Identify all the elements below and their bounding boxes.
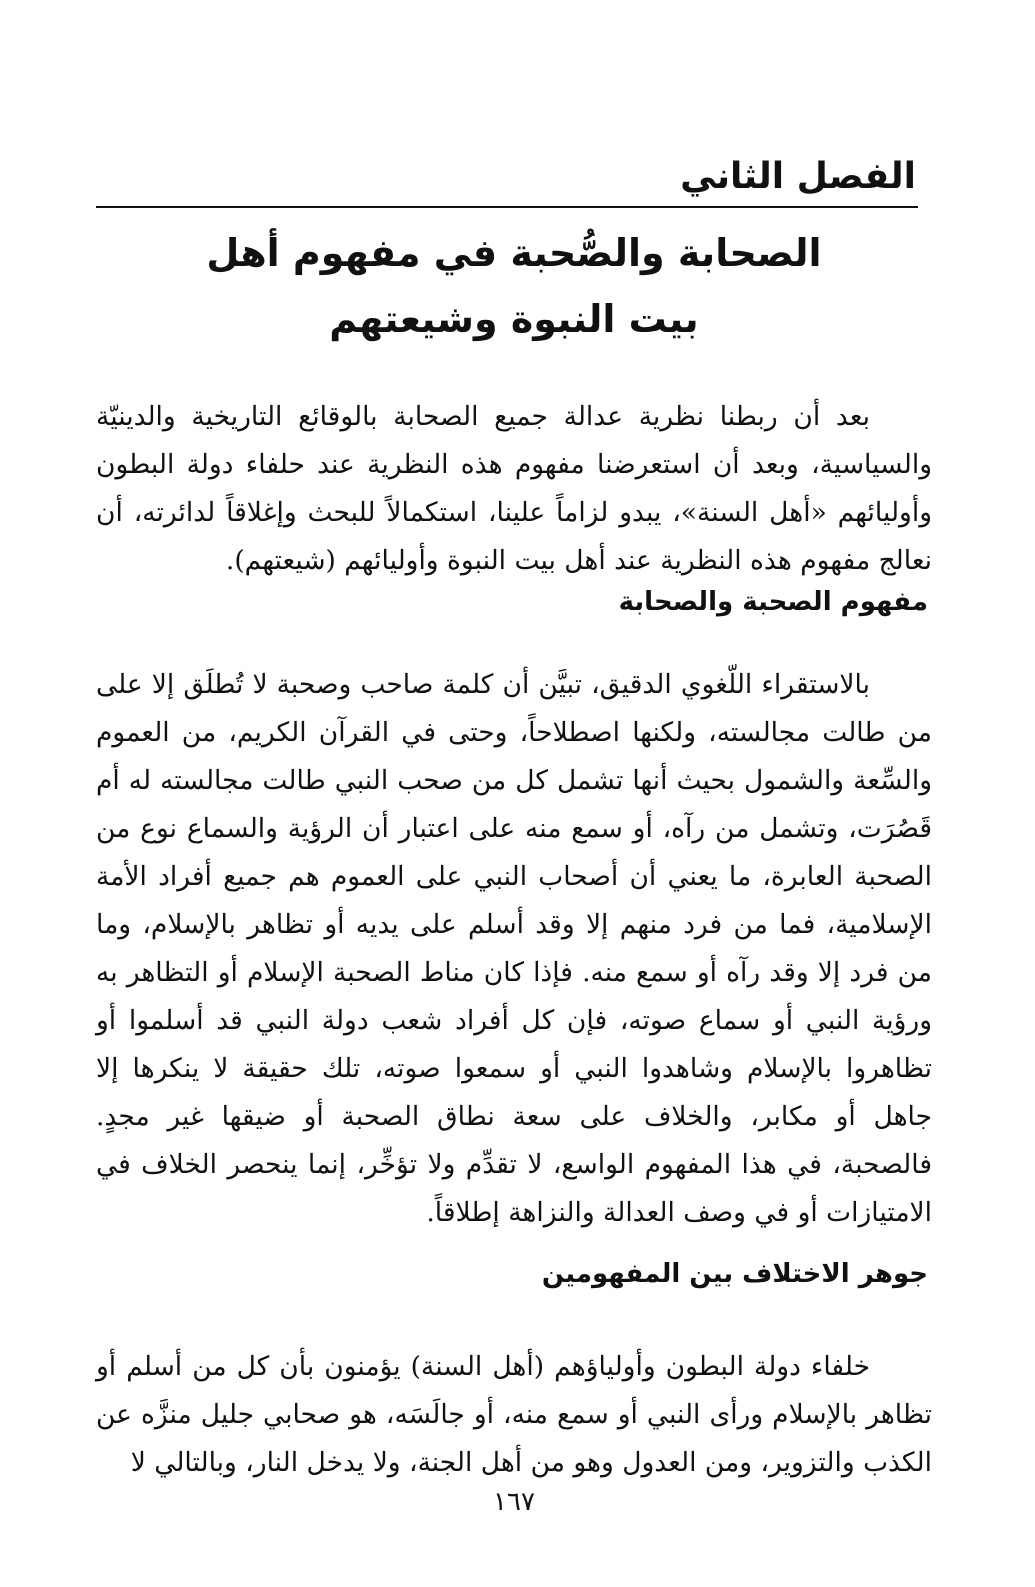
section-paragraph-companionship: بالاستقراء اللّغوي الدقيق، تبيَّن أن كلمة صاحب وصحبة لا تُطلَق إلا على من طالت مجالسته، ولكنها اصطلاحاً، وحتى في القرآن الكريم، من العموم والسِّعة والشمول بحيث أنها تشمل كل من صحب النبي طالت مجالسته له أم قَصُرَت، وتشمل من رآه، أو سمع منه على اعتبار أن الرؤية والسماع نوع من الصحبة العابرة، ما يعني أن أصحاب النبي على العموم هم جميع أفراد الأمة الإسلامية، فما من فرد منهم إلا وقد أسلم على يديه أو تظاهر بالإسلام، وما من فرد إلا وقد رآه أو سمع منه. فإذا كان مناط الصحبة الإسلام أو التظاهر به ورؤية النبي أو سماع صوته، فإن كل أفراد شعب دولة النبي قد أسلموا أو تظاهروا بالإسلام وشاهدوا النبي أو سمعوا صوته، تلك حقيقة لا ينكرها إلا جاهل أو مكابر، والخلاف على سعة نطاق الصحبة أو ضيقها غير مجدٍ. فالصحبة، في هذا المفهوم الواسع، لا تقدِّم ولا تؤخِّر، إنما ينحصر الخلاف في الامتيازات أو في وصف العدالة والنزاهة إطلاقاً. <box>96 668 932 1228</box>
chapter-title <box>96 220 932 352</box>
page-number: ١٦٧ <box>493 1487 535 1517</box>
section-heading-companionship: مفهوم الصحبة والصحابة <box>618 587 928 617</box>
section-heading-core-difference: جوهر الاختلاف بين المفهومين <box>541 1259 928 1289</box>
chapter-title-line-2: بيت النبوة وشيعتهم <box>329 297 699 341</box>
book-page <box>96 150 932 1550</box>
header-rule <box>96 206 918 208</box>
chapter-label: الفصل الثاني <box>680 156 916 197</box>
section-paragraph-core-difference: خلفاء دولة البطون وأولياؤهم (أهل السنة) يؤمنون بأن كل من أسلم أو تظاهر بالإسلام ورأى النبي أو سمع منه، أو جالَسَه، هو صحابي جليل منزَّه عن الكذب والتزوير، ومن العدول وهو من أهل الجنة، ولا يدخل النار، وبالتالي لا <box>96 1350 932 1478</box>
chapter-title-line-1: الصحابة والصُّحبة في مفهوم أهل <box>206 231 822 275</box>
intro-paragraph: بعد أن ربطنا نظرية عدالة جميع الصحابة بالوقائع التاريخية والدينيّة والسياسية، وبعد أن استعرضنا مفهوم هذه النظرية عند حلفاء دولة البطون وأوليائهم «أهل السنة»، يبدو لزاماً علينا، استكمالاً للبحث وإغلاقاً لدائرته، أن نعالج مفهوم هذه النظرية عند أهل بيت النبوة وأوليائهم (شيعتهم). <box>96 400 932 576</box>
